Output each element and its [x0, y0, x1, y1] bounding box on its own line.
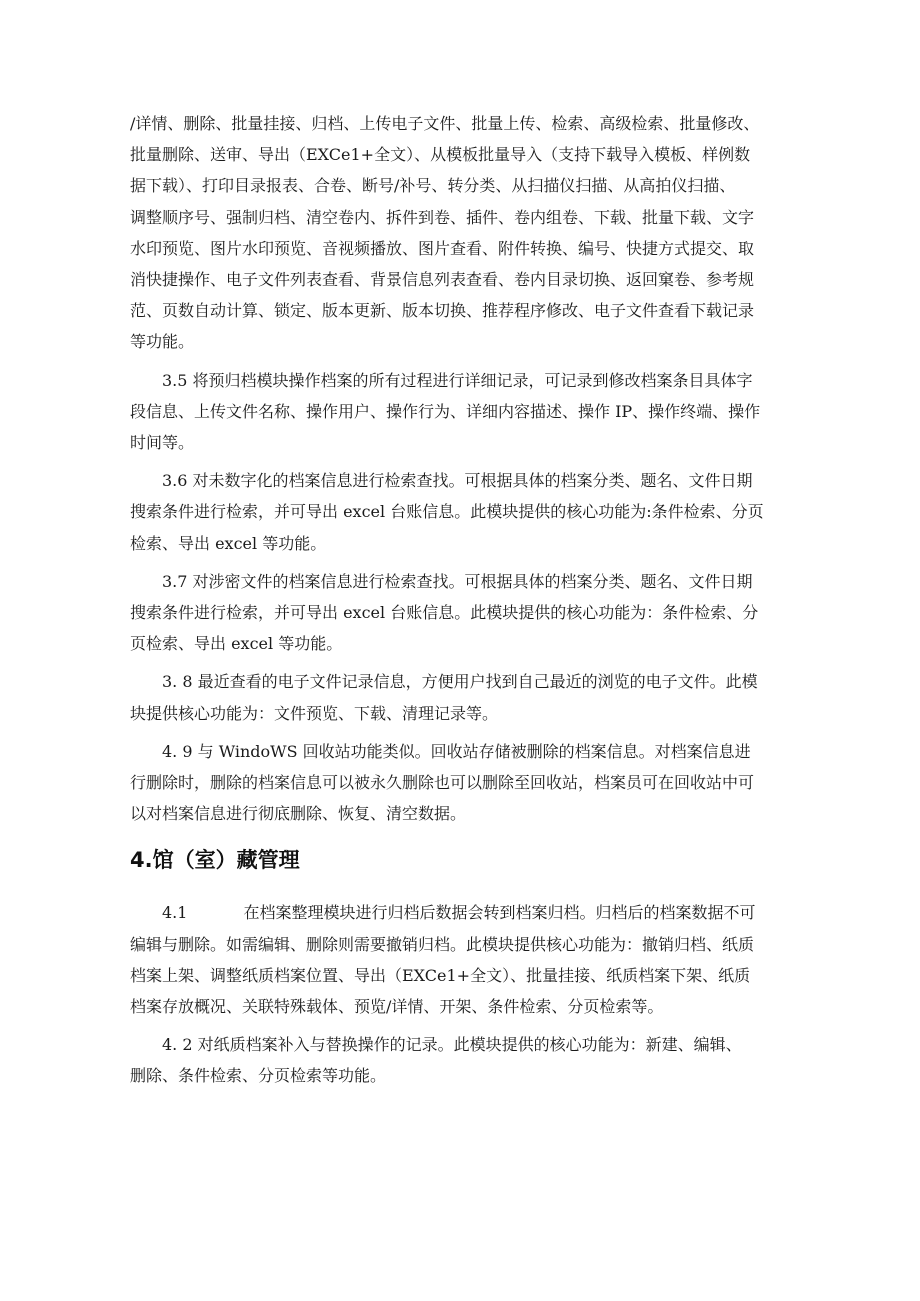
paragraph-4-1 [130, 897, 794, 1022]
paragraph-3-5 [130, 365, 794, 459]
text-line: 消快捷操作、电子文件列表查看、背景信息列表查看、卷内目录切换、返回窠卷、参考规 [130, 270, 755, 290]
text-line: 以对档案信息进行彻底删除、恢复、清空数据。 [130, 804, 467, 824]
text-line: 4. 2 对纸质档案补入与替换操作的记录。此模块提供的核心功能为：新建、编辑、 [162, 1035, 742, 1055]
text-line: 4. 9 与 WindoWS 回收站功能类似。回收站存储被删除的档案信息。对档案信息进 [162, 741, 751, 761]
paragraph-4-9 [130, 736, 794, 830]
text-line: 据下载）、打印目录报表、合卷、断号/补号、转分类、从扫描仪扫描、从高拍仪扫描、 [130, 176, 736, 196]
text-line: 搜索条件进行检索，并可导出 excel 台账信息。此模块提供的核心功能为:条件检索、分页 [130, 502, 764, 522]
paragraph-4-2 [130, 1029, 794, 1091]
text-line: 3.5 将预归档模块操作档案的所有过程进行详细记录，可记录到修改档案条目具体字 [162, 370, 753, 390]
text-line: /详情、删除、批量挂接、归档、上传电子文件、批量上传、检索、高级检索、批量修改、 [130, 114, 760, 133]
text-line: 水印预览、图片水印预览、音视频播放、图片查看、附件转换、编号、快捷方式提交、取 [130, 238, 755, 258]
text-line: 档案上架、调整纸质档案位置、导出（EXCe1+全文）、批量挂接、纸质档案下架、纸质 [130, 965, 751, 985]
paragraph-3-6 [130, 465, 794, 559]
text-line: 段信息、上传文件名称、操作用户、操作行为、详细内容描述、操作 IP、操作终端、操作 [130, 401, 761, 421]
paragraph-3-7 [130, 566, 794, 660]
text-line: 等功能。 [130, 332, 195, 352]
text-line: 检索、导出 excel 等功能。 [130, 533, 327, 553]
text-line: 行删除时，删除的档案信息可以被永久删除也可以删除至回收站，档案员可在回收站中可 [130, 773, 755, 793]
text-line: 页检索、导出 excel 等功能。 [130, 634, 343, 654]
text-fragment: 在档案整理模块进行归档后数据会转到档案归档。归档后的档案数据不可 [243, 903, 756, 923]
text-line: 时间等。 [130, 433, 195, 453]
section-heading: 4.馆（室）藏管理 [130, 848, 300, 873]
text-line: 范、页数自动计算、锁定、版本更新、版本切换、推荐程序修改、电子文件查看下载记录 [130, 301, 755, 321]
text-line: 3.6 对未数字化的档案信息进行检索查找。可根据具体的档案分类、题名、文件日期 [162, 471, 753, 491]
paragraph-number: 4.1 [162, 903, 188, 923]
text-line [130, 897, 794, 928]
text-line: 编辑与删除。如需编辑、删除则需要撤销归档。此模块提供核心功能为：撤销归档、纸质 [130, 934, 755, 954]
text-line: 调整顺序号、强制归档、清空卷内、拆件到卷、插件、卷内组卷、下载、批量下载、文字 [130, 207, 755, 227]
text-line: 3.7 对涉密文件的档案信息进行检索查找。可根据具体的档案分类、题名、文件日期 [162, 571, 753, 591]
text-line: 删除、条件检索、分页检索等功能。 [130, 1066, 387, 1086]
text-line: 搜索条件进行检索，并可导出 excel 台账信息。此模块提供的核心功能为：条件检索、分 [130, 603, 759, 623]
paragraph-3-8 [130, 666, 794, 728]
text-line: 批量删除、送审、导出（EXCe1+全文）、从模板批量导入（支持下载导入模板、样例数 [130, 145, 751, 165]
text-line: 块提供核心功能为：文件预览、下载、清理记录等。 [130, 703, 499, 723]
paragraph-continued [130, 108, 794, 358]
text-line: 档案存放概况、关联特殊载体、预览/详情、开架、条件检索、分页检索等。 [130, 997, 664, 1017]
text-line: 3. 8 最近查看的电子文件记录信息，方便用户找到自己最近的浏览的电子文件。此模 [162, 672, 758, 692]
document-body [130, 108, 794, 1099]
